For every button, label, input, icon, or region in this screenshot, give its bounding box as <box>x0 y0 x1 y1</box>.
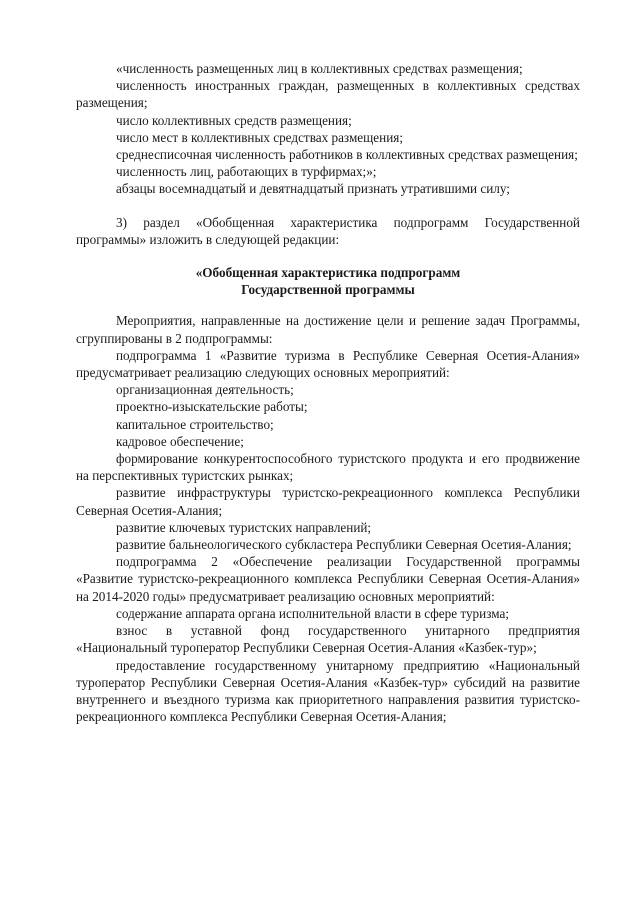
paragraph: Мероприятия, направленные на достижение цели и решение задач Программы, сгруппированы в 2 подпрограммы: <box>76 313 580 346</box>
paragraph: развитие инфраструктуры туристско-рекреационного комплекса Республики Северная Осетия-Алания; <box>76 485 580 518</box>
paragraph: численность иностранных граждан, размещенных в коллективных средствах размещения; <box>76 78 580 111</box>
paragraph: капитальное строительство; <box>116 416 274 432</box>
section-heading-line-2: Государственной программы <box>241 282 415 298</box>
paragraph: число мест в коллективных средствах размещения; <box>116 129 404 145</box>
paragraph: взнос в уставной фонд государственного унитарного предприятия «Национальный туроператор Республики Северная Осетия-Алания «Казбек-тур»; <box>76 623 580 656</box>
section-heading-line-1: «Обобщенная характеристика подпрограмм <box>195 265 461 281</box>
paragraph: организационная деятельность; <box>116 382 294 398</box>
section-3-paragraph: 3) раздел «Обобщенная характеристика подпрограмм Государственной программы» изложить в следующей редакции: <box>76 214 580 247</box>
paragraph: среднесписочная численность работников в коллективных средствах размещения; <box>116 147 578 163</box>
paragraph: подпрограмма 1 «Развитие туризма в Республике Северная Осетия-Алания» предусматривает реализацию следующих основных мероприятий: <box>76 347 580 381</box>
paragraph: абзацы восемнадцатый и девятнадцатый признать утратившими силу; <box>116 181 510 197</box>
paragraph: развитие бальнеологического субкластера Республики Северная Осетия-Алания; <box>116 537 572 553</box>
paragraph: развитие ключевых туристских направлений; <box>116 519 372 535</box>
paragraph: число коллективных средств размещения; <box>116 112 352 128</box>
paragraph: проектно-изыскательские работы; <box>116 399 308 415</box>
spacer <box>76 298 580 312</box>
paragraph: кадровое обеспечение; <box>116 433 244 449</box>
paragraph: предоставление государственному унитарному предприятию «Национальный туроператор Республики Северная Осетия-Алания «Казбек-тур» субсидий на развитие внутреннего и въездного туризма как приоритетного направления развития туристско-рекреационного комплекса Республики Северная Осетия-Алания; <box>76 657 580 725</box>
spacer <box>76 198 580 214</box>
paragraph: содержание аппарата органа исполнительной власти в сфере туризма; <box>116 605 510 621</box>
paragraph: подпрограмма 2 «Обеспечение реализации Государственной программы «Развитие туристско-рекреационного комплекса Республики Северная Осетия-Алания» на 2014-2020 годы» предусматривает реализацию основных мероприятий: <box>76 554 580 604</box>
spacer <box>76 248 580 264</box>
paragraph: численность лиц, работающих в турфирмах;»; <box>116 164 377 180</box>
paragraph: формирование конкурентоспособного туристского продукта и его продвижение на перспективных туристских рынках; <box>76 451 580 484</box>
document-body <box>76 60 580 725</box>
paragraph: «численность размещенных лиц в коллективных средствах размещения; <box>116 61 523 76</box>
